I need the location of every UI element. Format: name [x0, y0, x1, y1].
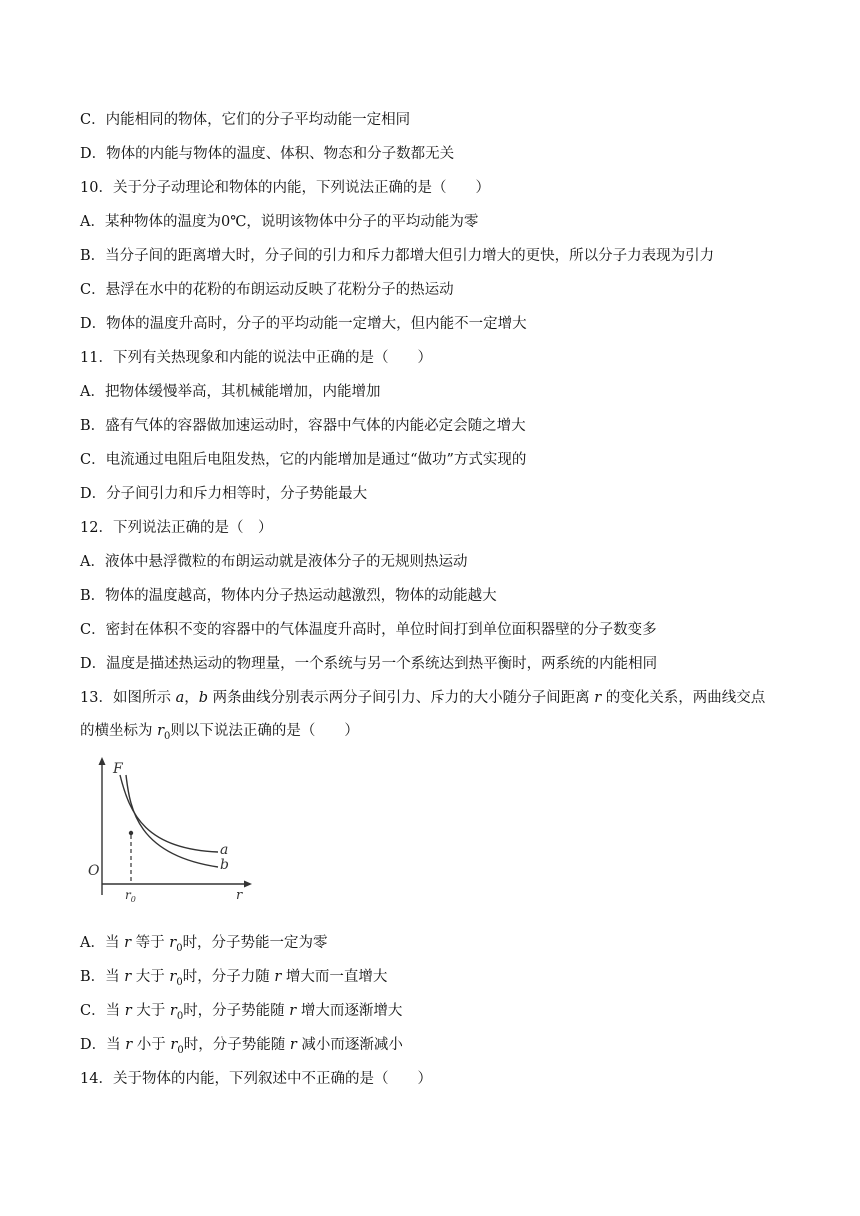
q13-text: ，	[184, 690, 199, 706]
opt-var-r0: r	[170, 1037, 178, 1053]
q13-text: 则以下说法正确的是（ ）	[170, 723, 359, 739]
label-r0-sub: 0	[130, 895, 136, 904]
intersection-point	[129, 831, 133, 835]
opt-text: 增大而一直增大	[281, 969, 388, 985]
label-O: O	[88, 863, 100, 879]
q11-option-b: B．盛有气体的容器做加速运动时，容器中气体的内能必定会随之增大	[80, 418, 526, 434]
opt-var-r: r	[124, 1003, 132, 1019]
opt-sub: 0	[176, 942, 183, 954]
label-curve-b: b	[220, 857, 229, 873]
y-axis-arrow	[99, 757, 106, 765]
q11-option-c: C．电流通过电阻后电阻发热，它的内能增加是通过“做功”方式实现的	[80, 452, 527, 468]
opt-text: A．当	[80, 935, 125, 951]
label-r0-r: r	[125, 888, 131, 902]
q13-text: 的变化关系，两曲线交点	[601, 690, 766, 706]
q12-option-a: A．液体中悬浮微粒的布朗运动就是液体分子的无规则热运动	[80, 554, 468, 570]
label-curve-a: a	[220, 842, 229, 858]
q13-var-a: a	[175, 690, 185, 706]
q9-option-c: C．内能相同的物体，它们的分子平均动能一定相同	[80, 112, 411, 128]
q13-option-d	[80, 1035, 403, 1061]
opt-text: 时，分子势能随	[183, 1003, 290, 1019]
opt-text: 大于	[131, 1003, 170, 1019]
opt-sub: 0	[176, 1010, 184, 1022]
q11-option-a: A．把物体缓慢举高，其机械能增加，内能增加	[80, 384, 381, 400]
opt-text: 增大而逐渐增大	[296, 1003, 403, 1019]
label-F: F	[113, 761, 123, 777]
q12-option-c: C．密封在体积不变的容器中的气体温度升高时，单位时间打到单位面积器壁的分子数变多	[80, 622, 657, 638]
q13-option-b	[80, 967, 387, 993]
q10-stem: 10．关于分子动理论和物体的内能，下列说法正确的是（ ）	[80, 180, 490, 196]
q10-option-d: D．物体的温度升高时，分子的平均动能一定增大，但内能不一定增大	[80, 316, 527, 332]
opt-var-r: r	[289, 1037, 297, 1053]
label-r0	[125, 888, 136, 904]
opt-text: 小于	[132, 1037, 171, 1053]
q13-text: 13．如图所示	[80, 690, 176, 706]
opt-text: 减小而逐渐减小	[296, 1037, 403, 1053]
q12-option-b: B．物体的温度越高，物体内分子热运动越激烈，物体的动能越大	[80, 588, 497, 604]
q10-option-b: B．当分子间的距离增大时，分子间的引力和斥力都增大但引力增大的更快，所以分子力表现为引力	[80, 248, 715, 264]
q13-stem-line2	[80, 721, 359, 747]
opt-var-r: r	[124, 969, 132, 985]
opt-var-r0: r	[169, 935, 177, 951]
opt-var-r0: r	[169, 969, 177, 985]
opt-text: 等于	[131, 935, 170, 951]
q10-option-c: C．悬浮在水中的花粉的布朗运动反映了花粉分子的热运动	[80, 282, 454, 298]
opt-text: 时，分子势能随	[183, 1037, 290, 1053]
opt-sub: 0	[176, 976, 183, 988]
q13-subscript-0: 0	[164, 730, 171, 742]
force-distance-figure	[86, 755, 256, 905]
opt-var-r: r	[289, 1003, 297, 1019]
q9-option-d: D．物体的内能与物体的温度、体积、物态和分子数都无关	[80, 146, 455, 162]
opt-text: 时，分子力随	[182, 969, 275, 985]
q13-text: 的横坐标为	[80, 723, 158, 739]
q13-var-r0: r	[157, 723, 165, 739]
q13-option-c	[80, 1001, 402, 1027]
q13-stem-line1	[80, 688, 765, 708]
q11-stem: 11．下列有关热现象和内能的说法中正确的是（ ）	[80, 350, 432, 366]
q10-option-a: A．某种物体的温度为0℃，说明该物体中分子的平均动能为零	[80, 214, 479, 230]
opt-text: 大于	[131, 969, 170, 985]
opt-text: D．当	[80, 1037, 126, 1053]
q11-option-d: D．分子间引力和斥力相等时，分子势能最大	[80, 486, 368, 502]
opt-text: 时，分子势能一定为零	[182, 935, 328, 951]
q14-stem: 14．关于物体的内能，下列叙述中不正确的是（ ）	[80, 1071, 432, 1087]
opt-text: C．当	[80, 1003, 125, 1019]
label-r: r	[236, 888, 243, 903]
q13-option-a	[80, 933, 328, 959]
q12-stem: 12．下列说法正确的是（ ）	[80, 520, 273, 536]
opt-var-r0: r	[169, 1003, 177, 1019]
opt-var-r: r	[274, 969, 282, 985]
x-axis-arrow	[244, 881, 252, 888]
q12-option-d: D．温度是描述热运动的物理量，一个系统与另一个系统达到热平衡时，两系统的内能相同	[80, 656, 658, 672]
q13-text: 两条曲线分别表示两分子间引力、斥力的大小随分子间距离	[208, 690, 595, 706]
q13-var-b: b	[198, 690, 209, 706]
opt-text: B．当	[80, 969, 125, 985]
opt-var-r: r	[125, 1037, 133, 1053]
q13-var-r: r	[594, 690, 602, 706]
opt-sub: 0	[177, 1044, 184, 1056]
opt-var-r: r	[124, 935, 132, 951]
